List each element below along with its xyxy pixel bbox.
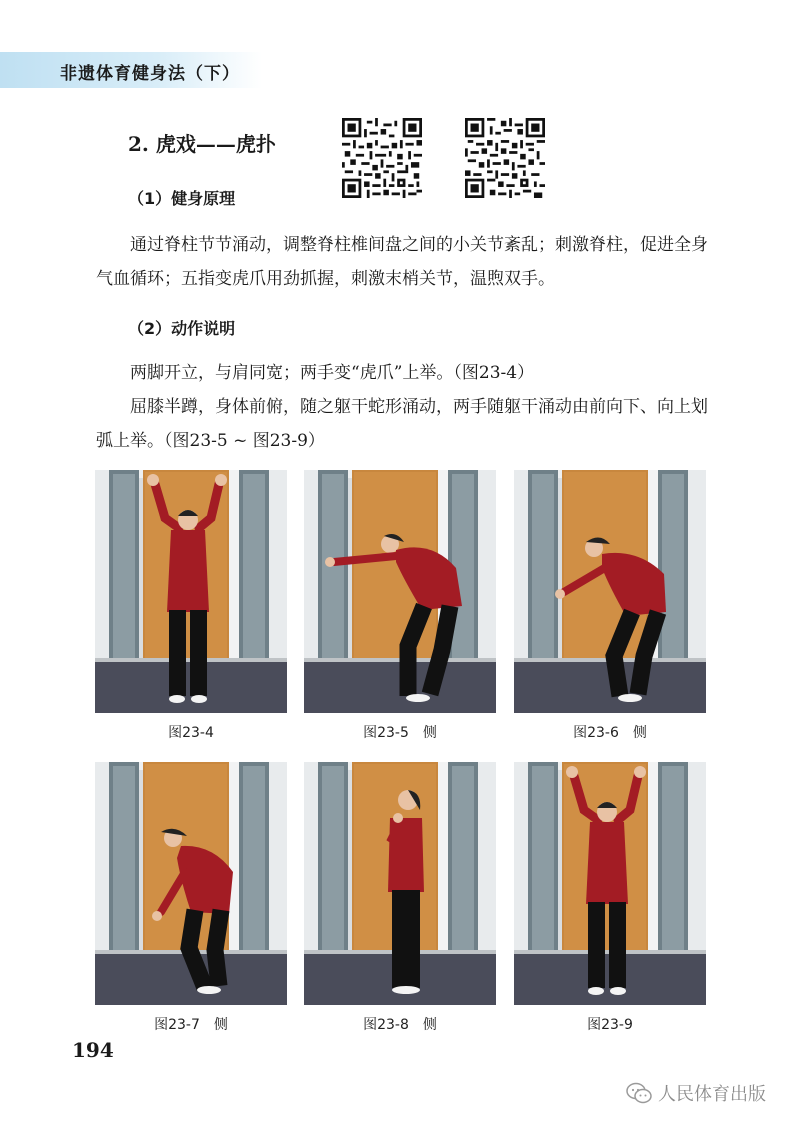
figure-caption: 图23-6 侧 xyxy=(573,725,647,741)
figure-illustration xyxy=(304,762,496,1005)
figure-photo xyxy=(304,470,496,713)
page-number: 194 xyxy=(72,1038,114,1062)
fitness-principle-paragraph: 通过脊柱节节涌动，调整脊柱椎间盘之间的小关节紊乱；刺激脊柱，促进全身气血循环；五指变虎爪用劲抓握，刺激末梢关节，温煦双手。 xyxy=(96,235,708,289)
figure-illustration xyxy=(304,470,496,713)
qr-code-icon xyxy=(342,118,422,198)
watermark-text: 人民体育出版 xyxy=(658,1084,766,1105)
figure-photo xyxy=(514,762,706,1005)
figure-caption: 图23-4 xyxy=(168,725,214,741)
figure-illustration xyxy=(514,470,706,713)
qr-code-icon xyxy=(465,118,545,198)
figure-illustration xyxy=(95,762,287,1005)
figure-photo xyxy=(304,762,496,1005)
movement-paragraph-2: 屈膝半蹲，身体前俯，随之躯干蛇形涌动，两手随躯干涌动由前向下、向上划弧上举。（图23-5 ~ 图23-9） xyxy=(96,397,708,451)
figure-illustration xyxy=(514,762,706,1005)
movement-paragraph-1: 两脚开立，与肩同宽；两手变“虎爪”上举。（图23-4） xyxy=(130,363,535,383)
fitness-principle-text xyxy=(96,228,716,296)
figure-illustration xyxy=(95,470,287,713)
section-title: 2. 虎戏——虎扑 xyxy=(128,132,276,156)
figure-caption: 图23-7 侧 xyxy=(154,1017,228,1033)
figure-photo xyxy=(95,762,287,1005)
figure-photo xyxy=(514,470,706,713)
fitness-principle-heading: （1）健身原理 xyxy=(128,189,236,208)
movement-heading: （2）动作说明 xyxy=(128,319,236,338)
wechat-icon xyxy=(626,1082,652,1104)
figure-caption: 图23-8 侧 xyxy=(363,1017,437,1033)
movement-text xyxy=(96,356,716,458)
running-title: 非遗体育健身法（下） xyxy=(60,64,240,84)
qr-code-2[interactable] xyxy=(465,118,545,198)
figure-photo xyxy=(95,470,287,713)
qr-code-1[interactable] xyxy=(342,118,422,198)
figure-caption: 图23-5 侧 xyxy=(363,725,437,741)
watermark xyxy=(626,1080,766,1106)
figure-caption: 图23-9 xyxy=(587,1017,633,1033)
